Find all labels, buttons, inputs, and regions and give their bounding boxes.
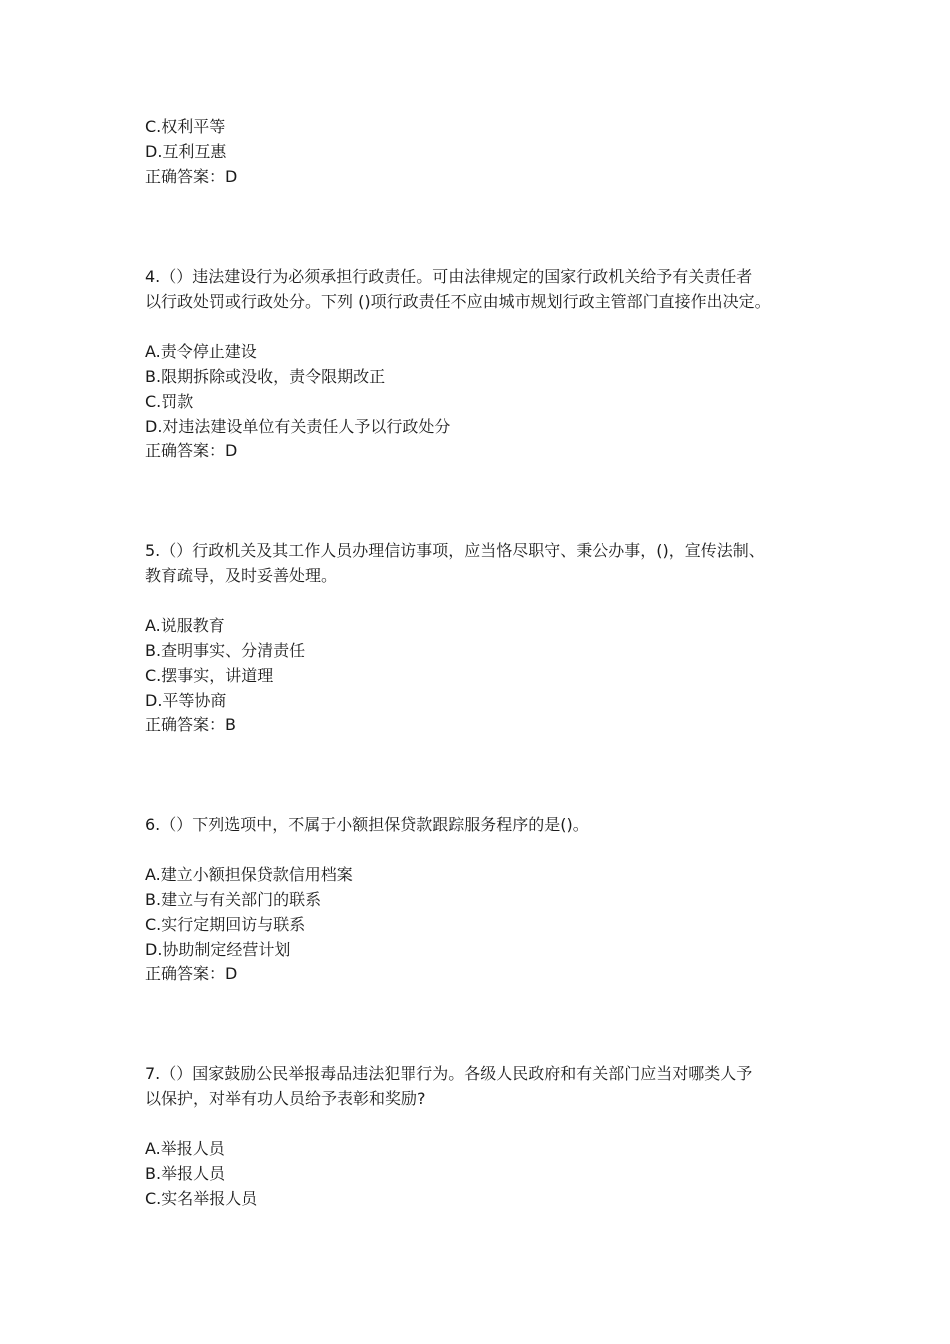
q3-option-d: D.互利互惠 [145, 142, 227, 161]
q6-option-b: B.建立与有关部门的联系 [145, 890, 322, 909]
q4-answer: 正确答案：D [145, 441, 238, 460]
q7-stem-line-2: 以保护，对举有功人员给予表彰和奖励? [145, 1089, 426, 1108]
q7-option-b: B.举报人员 [145, 1164, 226, 1183]
q5-answer: 正确答案：B [145, 715, 236, 734]
q5-option-c: C.摆事实，讲道理 [145, 666, 274, 685]
q4-option-d: D.对违法建设单位有关责任人予以行政处分 [145, 417, 451, 436]
q6-option-d: D.协助制定经营计划 [145, 940, 291, 959]
q3-option-c: C.权利平等 [145, 117, 226, 136]
q6-option-c: C.实行定期回访与联系 [145, 915, 306, 934]
q4-option-a: A.责令停止建设 [145, 342, 257, 361]
q7-option-a: A.举报人员 [145, 1139, 225, 1158]
q4-option-b: B.限期拆除或没收，责令限期改正 [145, 367, 386, 386]
q6-answer: 正确答案：D [145, 964, 238, 983]
q4-stem-line-2: 以行政处罚或行政处分。下列 ()项行政责任不应由城市规划行政主管部门直接作出决定。 [145, 292, 771, 311]
q7-stem-line-1: 7.（）国家鼓励公民举报毒品违法犯罪行为。各级人民政府和有关部门应当对哪类人予 [145, 1064, 753, 1083]
q4-stem-line-1: 4.（）违法建设行为必须承担行政责任。可由法律规定的国家行政机关给予有关责任者 [145, 267, 753, 286]
q5-stem-line-1: 5.（）行政机关及其工作人员办理信访事项，应当恪尽职守、秉公办事，()，宣传法制、 [145, 541, 765, 560]
q4-option-c: C.罚款 [145, 392, 194, 411]
q5-option-d: D.平等协商 [145, 691, 227, 710]
q6-stem-line-1: 6.（）下列选项中，不属于小额担保贷款跟踪服务程序的是()。 [145, 815, 589, 834]
q5-option-b: B.查明事实、分清责任 [145, 641, 306, 660]
q3-answer: 正确答案：D [145, 167, 238, 186]
q7-option-c: C.实名举报人员 [145, 1189, 258, 1208]
q5-stem-line-2: 教育疏导，及时妥善处理。 [145, 566, 338, 585]
q5-option-a: A.说服教育 [145, 616, 225, 635]
q6-option-a: A.建立小额担保贷款信用档案 [145, 865, 353, 884]
